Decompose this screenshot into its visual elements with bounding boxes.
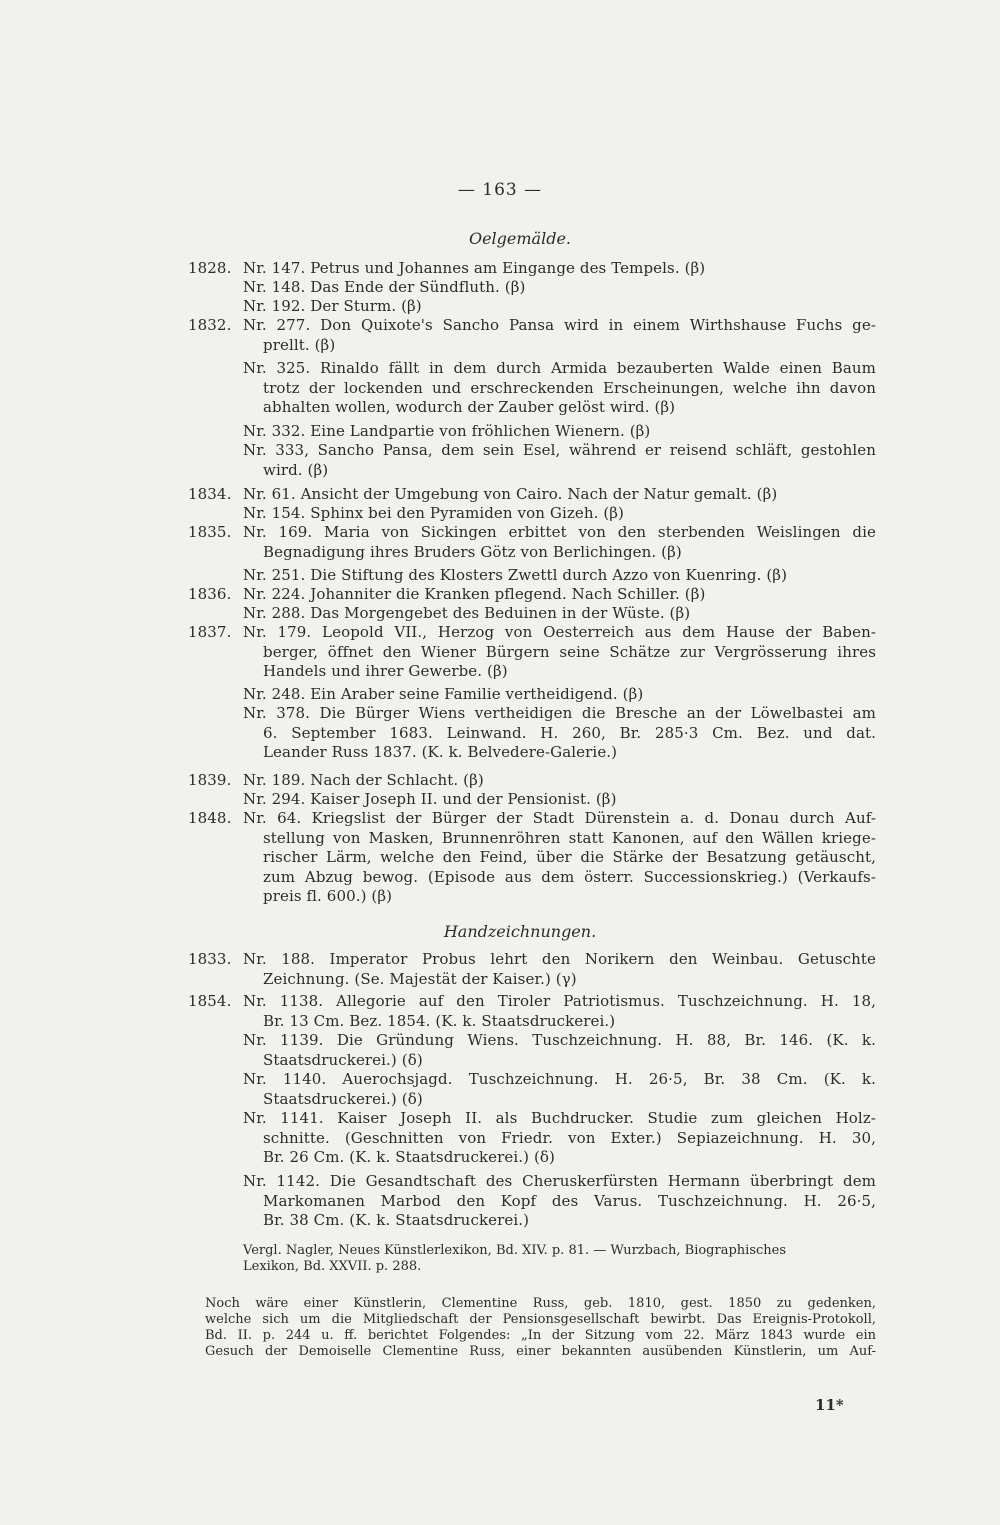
entry-year: 1837. xyxy=(188,623,232,641)
entry-continuation-line: trotz der lockenden und erschreckenden Erscheinungen, welche ihn davon xyxy=(263,378,876,397)
entry-continuation-line: Staatsdruckerei.) (δ) xyxy=(263,1050,423,1069)
page-number: — 163 — xyxy=(457,180,543,200)
entry-continuation-line: Markomanen Marbod den Kopf des Varus. Tuschzeichnung. H. 26·5, xyxy=(263,1191,876,1210)
signature-mark: 11* xyxy=(815,1396,844,1414)
entry-title-line: Nr. 169. Maria von Sickingen erbittet von den sterbenden Weislingen die xyxy=(243,523,876,541)
section-heading-handzeichnungen: Handzeichnungen. xyxy=(443,922,597,941)
entry-continuation-line: zum Abzug bewog. (Episode aus dem österr. Successionskrieg.) (Verkaufs- xyxy=(263,867,876,886)
footer-line: Gesuch der Demoiselle Clementine Russ, einer bekannten ausübenden Künstlerin, um Auf- xyxy=(205,1344,876,1359)
entry-title-line: Nr. 248. Ein Araber seine Familie vertheidigend. (β) xyxy=(243,685,644,703)
section-heading-oelgemaelde: Oelgemälde. xyxy=(468,229,572,248)
entry-continuation-line: stellung von Masken, Brunnenröhren statt Kanonen, auf den Wällen kriege- xyxy=(263,828,876,847)
entry-continuation-line: Br. 38 Cm. (K. k. Staatsdruckerei.) xyxy=(263,1211,530,1230)
entry-continuation-line: Staatsdruckerei.) (δ) xyxy=(263,1089,423,1108)
entry-title-line: Nr. 251. Die Stiftung des Klosters Zwettl durch Azzo von Kuenring. (β) xyxy=(243,566,788,584)
entry-title-line: Nr. 224. Johanniter die Kranken pflegend. Nach Schiller. (β) xyxy=(243,585,706,603)
entry-continuation-line: Zeichnung. (Se. Majestät der Kaiser.) (γ) xyxy=(263,969,577,988)
entry-title-line: Nr. 64. Kriegslist der Bürger der Stadt Dürenstein a. d. Donau durch Auf- xyxy=(243,809,876,827)
entry-title-line: Nr. 1138. Allegorie auf den Tiroler Patriotismus. Tuschzeichnung. H. 18, xyxy=(243,992,876,1010)
reference-line: Lexikon, Bd. XXVII. p. 288. xyxy=(243,1259,422,1274)
entry-title-line: Nr. 1140. Auerochsjagd. Tuschzeichnung. H. 26·5, Br. 38 Cm. (K. k. xyxy=(243,1070,876,1088)
entry-continuation-line: prellt. (β) xyxy=(263,335,336,354)
entry-title-line: Nr. 325. Rinaldo fällt in dem durch Armida bezauberten Walde einen Baum xyxy=(243,359,876,377)
entry-title-line: Nr. 154. Sphinx bei den Pyramiden von Gizeh. (β) xyxy=(243,504,625,522)
entry-title-line: Nr. 294. Kaiser Joseph II. und der Pensionist. (β) xyxy=(243,790,617,808)
entry-year: 1854. xyxy=(188,992,232,1010)
entry-continuation-line: rischer Lärm, welche den Feind, über die Stärke der Besatzung getäuscht, xyxy=(263,848,876,867)
entry-continuation-line: wird. (β) xyxy=(263,460,329,479)
entry-title-line: Nr. 61. Ansicht der Umgebung von Cairo. Nach der Natur gemalt. (β) xyxy=(243,485,778,503)
footer-line: Noch wäre einer Künstlerin, Clementine Russ, geb. 1810, gest. 1850 zu gedenken, xyxy=(205,1296,876,1311)
entry-title-line: Nr. 192. Der Sturm. (β) xyxy=(243,297,422,315)
entry-continuation-line: schnitte. (Geschnitten von Friedr. von Exter.) Sepiazeichnung. H. 30, xyxy=(263,1128,876,1147)
entry-continuation-line: Br. 26 Cm. (K. k. Staatsdruckerei.) (δ) xyxy=(263,1148,555,1167)
entry-title-line: Nr. 1139. Die Gründung Wiens. Tuschzeichnung. H. 88, Br. 146. (K. k. xyxy=(243,1031,876,1049)
entry-title-line: Nr. 189. Nach der Schlacht. (β) xyxy=(243,771,484,789)
entry-year: 1836. xyxy=(188,585,232,603)
entry-continuation-line: preis fl. 600.) (β) xyxy=(263,887,393,906)
entry-title-line: Nr. 179. Leopold VII., Herzog von Oesterreich aus dem Hause der Baben- xyxy=(243,623,876,641)
reference-line: Vergl. Nagler, Neues Künstlerlexikon, Bd. XIV. p. 81. — Wurzbach, Biographisches xyxy=(243,1243,787,1258)
entry-continuation-line: 6. September 1683. Leinwand. H. 260, Br. 285·3 Cm. Bez. und dat. xyxy=(263,723,876,742)
entry-title-line: Nr. 288. Das Morgengebet des Beduinen in der Wüste. (β) xyxy=(243,604,691,622)
entry-year: 1834. xyxy=(188,485,232,503)
entry-continuation-line: berger, öffnet den Wiener Bürgern seine Schätze zur Vergrösserung ihres xyxy=(263,642,876,661)
footer-line: welche sich um die Mitgliedschaft der Pensionsgesellschaft bewirbt. Das Ereignis-Protokoll, xyxy=(205,1312,876,1327)
entry-continuation-line: Leander Russ 1837. (K. k. Belvedere-Galerie.) xyxy=(263,743,618,762)
entry-title-line: Nr. 277. Don Quixote's Sancho Pansa wird in einem Wirthshause Fuchs ge- xyxy=(243,316,876,334)
entry-continuation-line: abhalten wollen, wodurch der Zauber gelöst wird. (β) xyxy=(263,398,676,417)
entry-continuation-line: Begnadigung ihres Bruders Götz von Berlichingen. (β) xyxy=(263,542,682,561)
entry-year: 1839. xyxy=(188,771,232,789)
entry-title-line: Nr. 148. Das Ende der Sündfluth. (β) xyxy=(243,278,526,296)
entry-continuation-line: Handels und ihrer Gewerbe. (β) xyxy=(263,662,508,681)
entry-year: 1832. xyxy=(188,316,232,334)
entry-title-line: Nr. 332. Eine Landpartie von fröhlichen Wienern. (β) xyxy=(243,422,651,440)
entry-title-line: Nr. 1141. Kaiser Joseph II. als Buchdrucker. Studie zum gleichen Holz- xyxy=(243,1109,876,1127)
entry-title-line: Nr. 333, Sancho Pansa, dem sein Esel, während er reisend schläft, gestohlen xyxy=(243,441,876,459)
entry-title-line: Nr. 188. Imperator Probus lehrt den Norikern den Weinbau. Getuschte xyxy=(243,950,876,968)
entry-title-line: Nr. 378. Die Bürger Wiens vertheidigen die Bresche an der Löwelbastei am xyxy=(243,704,876,722)
entry-year: 1848. xyxy=(188,809,232,827)
entry-year: 1828. xyxy=(188,259,232,277)
entry-year: 1835. xyxy=(188,523,232,541)
footer-line: Bd. II. p. 244 u. ff. berichtet Folgendes: „In der Sitzung vom 22. März 1843 wurde ein xyxy=(205,1328,876,1343)
entry-title-line: Nr. 1142. Die Gesandtschaft des Cheruskerfürsten Hermann überbringt dem xyxy=(243,1172,876,1190)
entry-year: 1833. xyxy=(188,950,232,968)
entry-title-line: Nr. 147. Petrus und Johannes am Eingange des Tempels. (β) xyxy=(243,259,706,277)
entry-continuation-line: Br. 13 Cm. Bez. 1854. (K. k. Staatsdruckerei.) xyxy=(263,1011,616,1030)
